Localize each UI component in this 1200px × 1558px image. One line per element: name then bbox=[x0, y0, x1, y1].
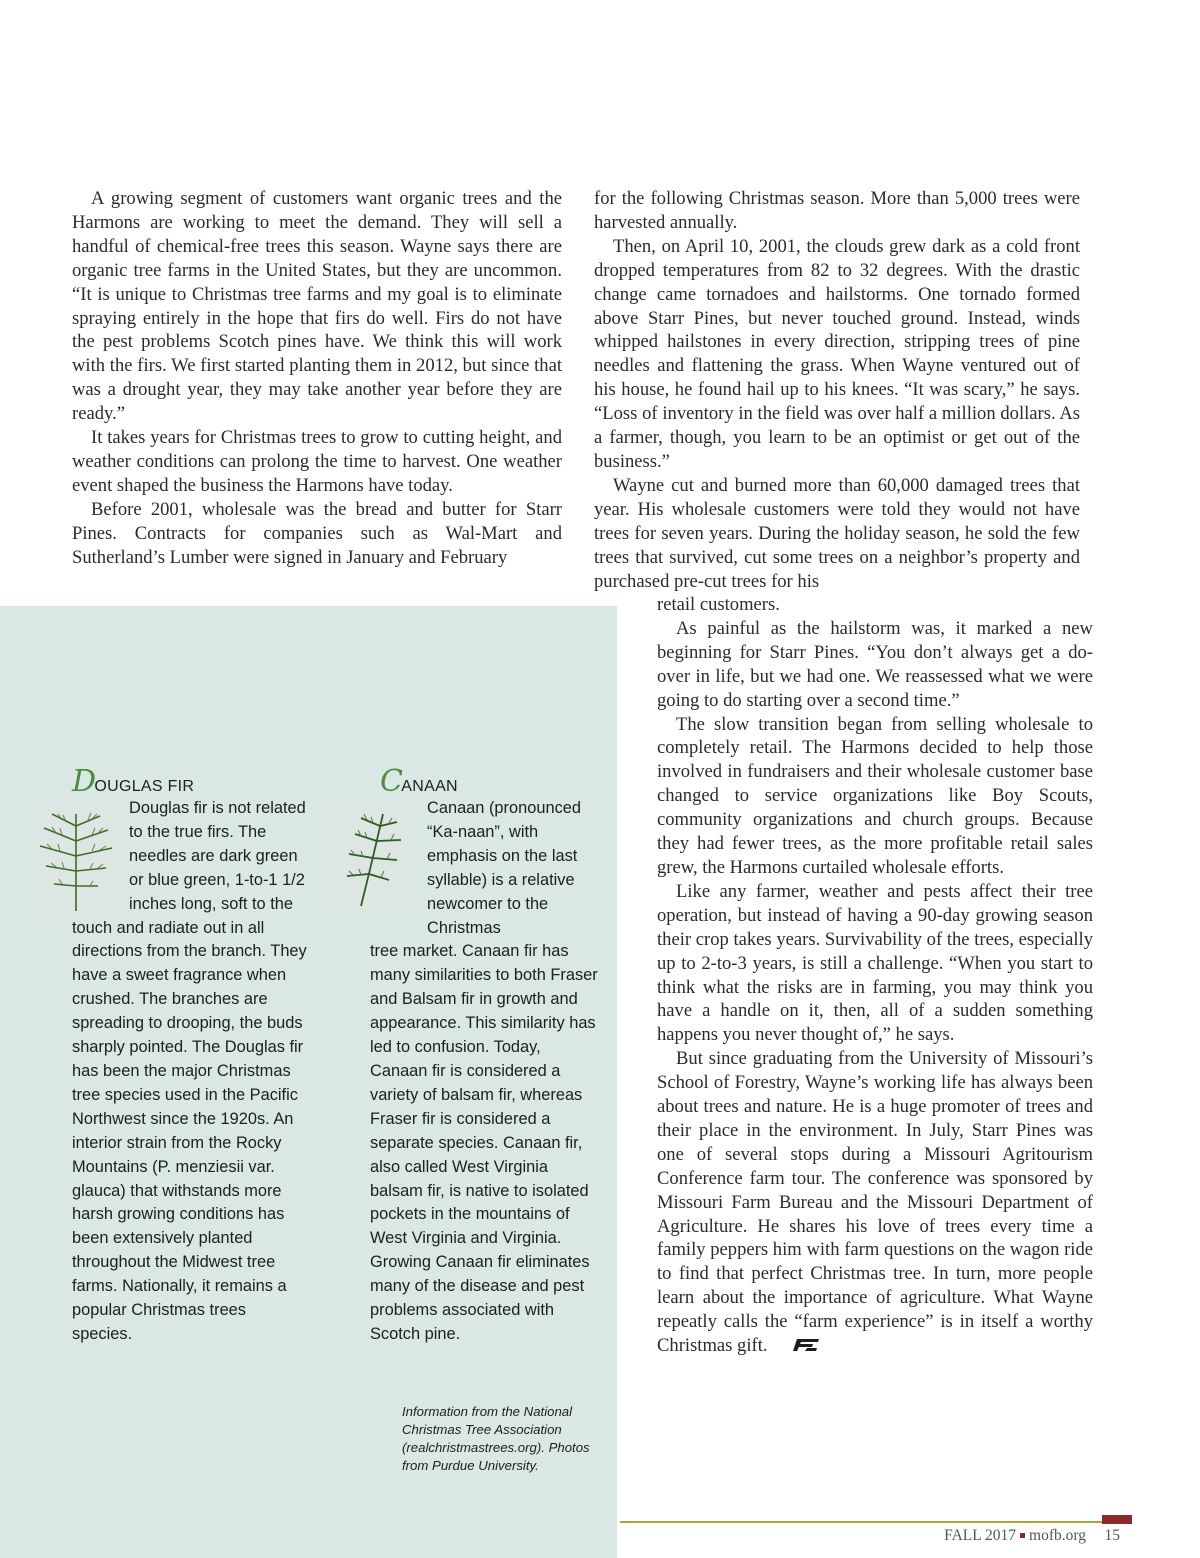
paragraph bbox=[657, 1047, 1093, 1359]
paragraph: It takes years for Christmas trees to grow to cutting height, and weather conditions can prolong the time to harvest. One weather event shaped the business the Harmons have today. bbox=[72, 427, 562, 496]
canaan-heading bbox=[380, 764, 458, 799]
heading-rest: ANAAN bbox=[401, 778, 458, 795]
douglas-fir-text bbox=[72, 797, 310, 1347]
paragraph: The slow transition began from selling wholesale to completely retail. The Harmons decided to help those involved in fundraisers and their wholesale customer base changed to service organizations like Boy Scouts, community organizations and church groups. Because they had fewer trees, as the more profitable retail sales grew, the Harmons curtailed wholesale efforts. bbox=[657, 713, 1093, 878]
douglas-fir-heading bbox=[72, 764, 194, 799]
paragraph: Before 2001, wholesale was the bread and butter for Starr Pines. Contracts for companies such as Wal-Mart and Sutherland’s Lumber were signed in January and February bbox=[72, 498, 562, 568]
farm-bureau-end-mark-icon bbox=[772, 1335, 821, 1359]
paragraph: for the following Christmas season. More than 5,000 trees were harvested annually. bbox=[594, 188, 1080, 233]
footer-issue: FALL 2017 bbox=[944, 1527, 1017, 1544]
article-right-column-top bbox=[594, 187, 1080, 593]
paragraph: As painful as the hailstorm was, it marked a new beginning for Starr Pines. “You don’t always get a do-over in life, but we had one. We reassessed what we were going to do starting over a second time.” bbox=[657, 617, 1093, 711]
paragraph: Like any farmer, weather and pests affect their tree operation, but instead of having a 90-day growing season their crop takes years. Survivability of the trees, especially up to 2-to-3 years, is still a challenge. “When you start to think what the risks are in farming, you may think you have a handle on it, then, all of a sudden something happens you never thought of,” he says. bbox=[657, 880, 1093, 1046]
paragraph-text: But since graduating from the University of Missouri’s School of Forestry, Wayne’s working life has always been about trees and nature. He is a huge promoter of trees and their place in the environment. In July, Starr Pines was one of several stops during a Missouri Agritourism Conference farm tour. The conference was sponsored by Missouri Farm Bureau and the Missouri Department of Agriculture. He shares his love of trees every time a family peppers him with farm questions on the wagon ride to find that perfect Christmas tree. In turn, more people learn about the importance of agriculture. What Wayne repeatly calls the “farm experience” is in itself a worthy Christmas gift. bbox=[657, 1048, 1093, 1357]
douglas-text-beside: Douglas fir is not related to the true firs. The needles are dark green or blue green, 1-to-1 1/2 inches long, soft to the bbox=[129, 799, 306, 913]
article-left-column bbox=[72, 187, 562, 570]
footer-site[interactable]: mofb.org bbox=[1029, 1527, 1086, 1544]
photo-credit: Information from the National Christmas Tree Association (realchristmastrees.org). Photos from Purdue University. bbox=[402, 1404, 590, 1473]
square-bullet-icon bbox=[1020, 1533, 1025, 1538]
douglas-text-below: touch and radiate out in all directions from the branch. They have a sweet fragrance when crushed. The branches are spreading to drooping, the buds sharply pointed. The Douglas fir has been the major Christmas tree species used in the Pacific Northwest since the 1920s. An interior strain from the Rocky Mountains (P. menziesii var. glauca) that withstands more harsh growing conditions has been extensively planted throughout the Midwest tree farms. Nationally, it remains a popular Christmas trees species. bbox=[72, 918, 307, 1343]
paragraph: A growing segment of customers want organic trees and the Harmons are working to meet the demand. They will sell a handful of chemical-free trees this season. Wayne says there are organic tree farms in the United States, but they are uncommon. “It is unique to Christmas tree farms and my goal is to eliminate spraying entirely in the hope that firs do well. Firs do not have the pest problems Scotch pines have. We think this will work with the firs. We first started planting them in 2012, but since that was a drought year, they may take another year before they are ready.” bbox=[72, 188, 562, 425]
paragraph: retail customers. bbox=[657, 594, 780, 615]
paragraph: Wayne cut and burned more than 60,000 damaged trees that year. His wholesale customers were told they would not have trees for seven years. During the holiday season, he sold the few trees that survived, cut some trees on a neighbor’s property and purchased pre-cut trees for his bbox=[594, 474, 1080, 592]
paragraph: Then, on April 10, 2001, the clouds grew dark as a cold front dropped temperatures from 82 to 32 degrees. With the drastic change came tornadoes and hailstorms. One tornado formed above Starr Pines, but never touched ground. Instead, winds whipped hailstones in every direction, stripping trees of pine needles and flattening the grass. When Wayne ventured out of his house, he found hail up to his knees. “It was scary,” he says. “Loss of inventory in the field was over half a million dollars. As a farmer, though, you learn to be an optimist or get out of the business.” bbox=[594, 235, 1080, 472]
article-right-column-bottom bbox=[657, 593, 1093, 1359]
footer-accent-bar bbox=[1102, 1515, 1132, 1524]
heading-initial: D bbox=[72, 764, 97, 799]
canaan-text-below: tree market. Canaan fir has many similarities to both Fraser and Balsam fir in growth and appearance. This similarity has led to confusion. Today, Canaan fir is considered a variety of balsam fir, whereas Fraser fir is considered a separate species. Canaan fir, also called West Virginia balsam fir, is native to isolated pockets in the mountains of West Virginia and Virginia. Growing Canaan fir eliminates many of the disease and pest problems associated with Scotch pine. bbox=[370, 942, 598, 1343]
footer-folio bbox=[944, 1527, 1086, 1545]
canaan-text-beside: Canaan (pronounced “Ka-naan”, with emphasis on the last syllable) is a relative newcomer to the Christmas bbox=[427, 799, 582, 937]
page-number: 15 bbox=[1104, 1527, 1120, 1544]
heading-initial: C bbox=[380, 764, 404, 799]
canaan-text bbox=[370, 797, 598, 1347]
footer-rule bbox=[620, 1521, 1102, 1523]
heading-rest: OUGLAS FIR bbox=[94, 778, 195, 795]
